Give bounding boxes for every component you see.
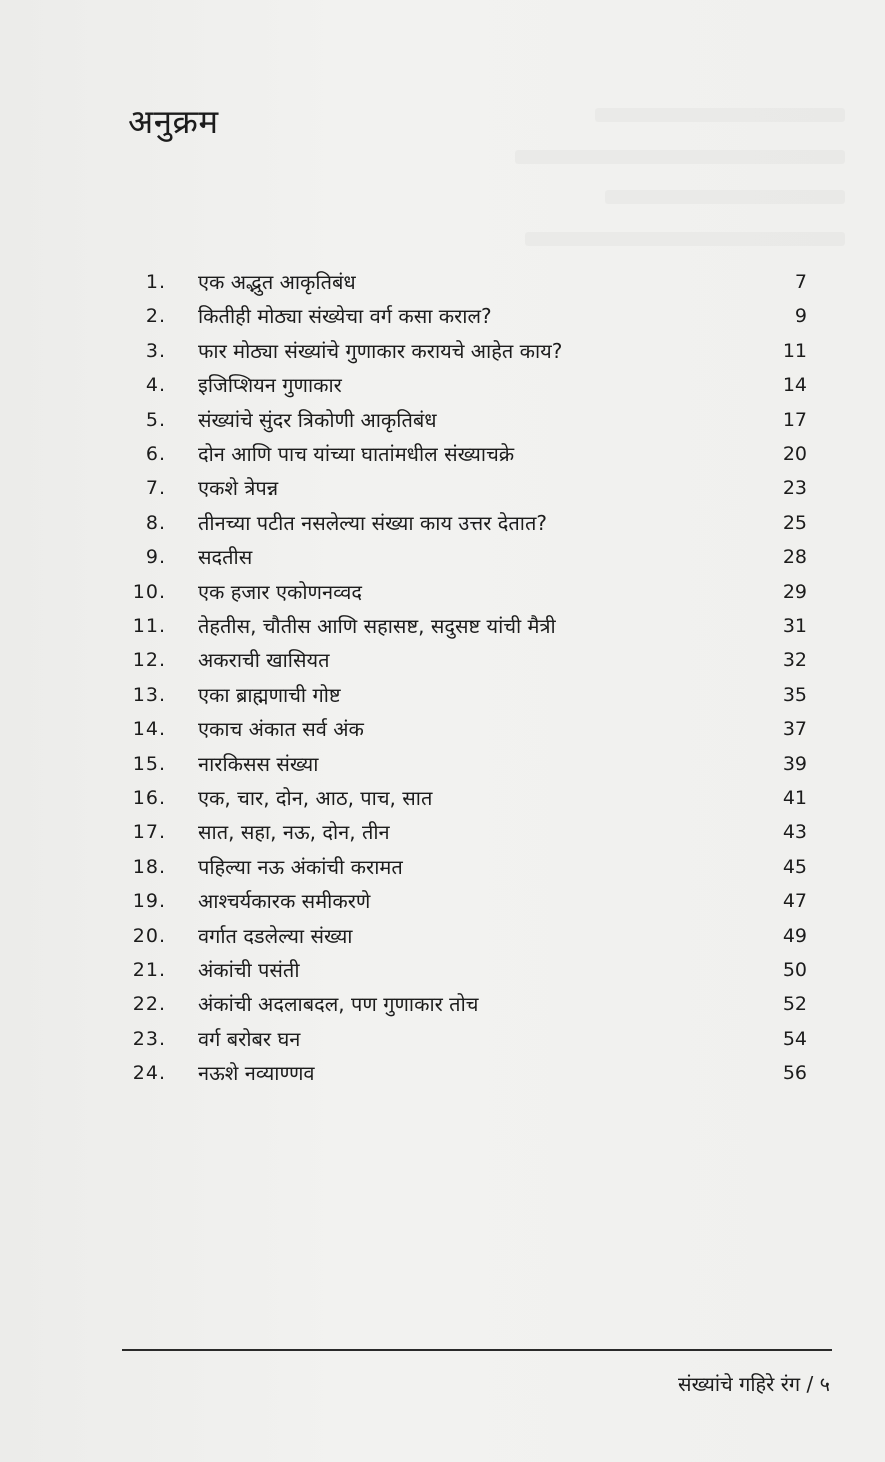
toc-entry-title: तेहतीस, चौतीस आणि सहासष्ट, सदुसष्ट यांची मैत्री <box>198 614 556 638</box>
toc-entry-number: 12. <box>132 649 166 672</box>
toc-entry-number: 7. <box>145 477 166 500</box>
running-footer: संख्यांचे गहिरे रंग / ५ <box>678 1372 830 1396</box>
toc-entry-number: 13. <box>132 683 166 706</box>
toc-entry <box>0 813 885 851</box>
toc-entry <box>0 366 885 404</box>
toc-entry-page-number: 11 <box>782 339 807 362</box>
toc-entry-page-number: 23 <box>782 477 807 500</box>
toc-entry-number: 18. <box>132 855 166 878</box>
toc-entry-title: दोन आणि पाच यांच्या घातांमधील संख्याचक्रे <box>198 442 515 466</box>
toc-entry-title: एक हजार एकोणनव्वद <box>198 579 362 604</box>
toc-entry-page-number: 9 <box>794 305 807 328</box>
toc-entry <box>0 676 885 714</box>
toc-entry-number: 4. <box>145 374 166 397</box>
toc-entry-page-number: 17 <box>782 408 807 431</box>
toc-entry <box>0 1020 885 1058</box>
toc-entry-page-number: 35 <box>782 683 807 706</box>
toc-entry-number: 5. <box>145 408 166 431</box>
toc-entry <box>0 607 885 645</box>
toc-entry-title: पहिल्या नऊ अंकांची करामत <box>198 854 403 879</box>
toc-entry <box>0 779 885 817</box>
footer-divider <box>122 1349 832 1351</box>
toc-entry-page-number: 50 <box>782 959 807 981</box>
toc-entry-number: 21. <box>132 959 166 981</box>
toc-entry-number: 11. <box>132 615 166 637</box>
toc-entry-title: नारकिसस संख्या <box>198 751 319 776</box>
toc-entry-page-number: 25 <box>782 511 807 534</box>
toc-entry-number: 9. <box>145 546 166 569</box>
toc-entry-number: 24. <box>132 1062 166 1085</box>
toc-entry-title: अंकांची पसंती <box>198 958 300 982</box>
toc-entry <box>0 332 885 370</box>
toc-entry-page-number: 39 <box>782 752 807 775</box>
toc-entry-page-number: 49 <box>782 924 807 947</box>
toc-entry-title: एक अद्भुत आकृतिबंध <box>198 270 356 294</box>
toc-entry-page-number: 52 <box>782 993 807 1016</box>
show-through-smudge <box>595 108 845 122</box>
toc-entry-title: सदतीस <box>198 545 253 570</box>
toc-entry <box>0 504 885 542</box>
toc-entry-title: इजिप्शियन गुणाकार <box>198 373 342 398</box>
toc-entry <box>0 401 885 439</box>
toc-entry-page-number: 47 <box>782 890 807 913</box>
toc-entry <box>0 1054 885 1092</box>
toc-entry <box>0 951 885 989</box>
toc-entry-number: 17. <box>132 821 166 844</box>
toc-entry-page-number: 14 <box>782 374 807 397</box>
toc-entry <box>0 573 885 611</box>
toc-entry <box>0 745 885 783</box>
toc-entry <box>0 297 885 335</box>
page-title: अनुक्रम <box>128 102 219 141</box>
toc-entry-title: वर्ग बरोबर घन <box>198 1026 301 1051</box>
toc-entry-number: 8. <box>145 511 166 534</box>
toc-entry <box>0 538 885 576</box>
show-through-smudge <box>605 190 845 204</box>
toc-entry-title: एकशे त्रेपन्न <box>198 476 279 501</box>
toc-entry-page-number: 43 <box>782 821 807 844</box>
toc-entry-title: सात, सहा, नऊ, दोन, तीन <box>198 820 390 845</box>
toc-entry-title: कितीही मोठ्या संख्येचा वर्ग कसा कराल? <box>198 304 492 329</box>
toc-entry-number: 22. <box>132 993 166 1016</box>
toc-entry-number: 19. <box>132 890 166 913</box>
toc-entry-title: अकराची खासियत <box>198 648 330 673</box>
toc-entry-number: 20. <box>132 924 166 947</box>
toc-entry-page-number: 29 <box>782 580 807 603</box>
toc-entry <box>0 848 885 886</box>
toc-entry <box>0 469 885 507</box>
toc-entry-number: 14. <box>132 718 166 741</box>
toc-entry <box>0 917 885 955</box>
toc-entry <box>0 263 885 301</box>
toc-entry-page-number: 54 <box>782 1027 807 1050</box>
toc-entry-number: 3. <box>145 339 166 362</box>
toc-entry-title: संख्यांचे सुंदर त्रिकोणी आकृतिबंध <box>198 407 437 432</box>
toc-entry-page-number: 37 <box>782 718 807 741</box>
toc-entry-page-number: 32 <box>782 649 807 672</box>
toc-entry-number: 10. <box>132 580 166 603</box>
toc-entry-title: तीनच्या पटीत नसलेल्या संख्या काय उत्तर देतात? <box>198 510 547 535</box>
toc-entry <box>0 882 885 920</box>
toc-entry <box>0 641 885 679</box>
toc-entry-title: एकाच अंकात सर्व अंक <box>198 717 364 742</box>
toc-entry-page-number: 7 <box>794 271 807 293</box>
show-through-smudge <box>515 150 845 164</box>
toc-entry-title: एक, चार, दोन, आठ, पाच, सात <box>198 786 433 810</box>
toc-entry-number: 2. <box>145 305 166 328</box>
toc-entry-number: 23. <box>132 1027 166 1050</box>
toc-entry <box>0 985 885 1023</box>
toc-entry-title: नऊशे नव्याण्णव <box>198 1061 315 1086</box>
toc-entry-title: अंकांची अदलाबदल, पण गुणाकार तोच <box>198 992 479 1017</box>
toc-entry-page-number: 56 <box>782 1062 807 1085</box>
toc-entry-title: आश्चर्यकारक समीकरणे <box>198 889 371 914</box>
show-through-smudge <box>525 232 845 246</box>
toc-entry-number: 16. <box>132 787 166 809</box>
toc-entry-title: एका ब्राह्मणाची गोष्ट <box>198 682 341 707</box>
toc-entry-page-number: 41 <box>782 787 807 809</box>
toc-entry-page-number: 28 <box>782 546 807 569</box>
toc-entry-page-number: 20 <box>782 443 807 465</box>
toc-entry-page-number: 31 <box>782 615 807 637</box>
toc-entry-number: 15. <box>132 752 166 775</box>
toc-entry-number: 1. <box>145 271 166 293</box>
toc-entry-title: फार मोठ्या संख्यांचे गुणाकार करायचे आहेत काय? <box>198 338 563 363</box>
toc-entry <box>0 435 885 473</box>
toc-entry-number: 6. <box>145 443 166 465</box>
toc-entry-page-number: 45 <box>782 855 807 878</box>
toc-entry-title: वर्गात दडलेल्या संख्या <box>198 923 353 948</box>
toc-entry <box>0 710 885 748</box>
